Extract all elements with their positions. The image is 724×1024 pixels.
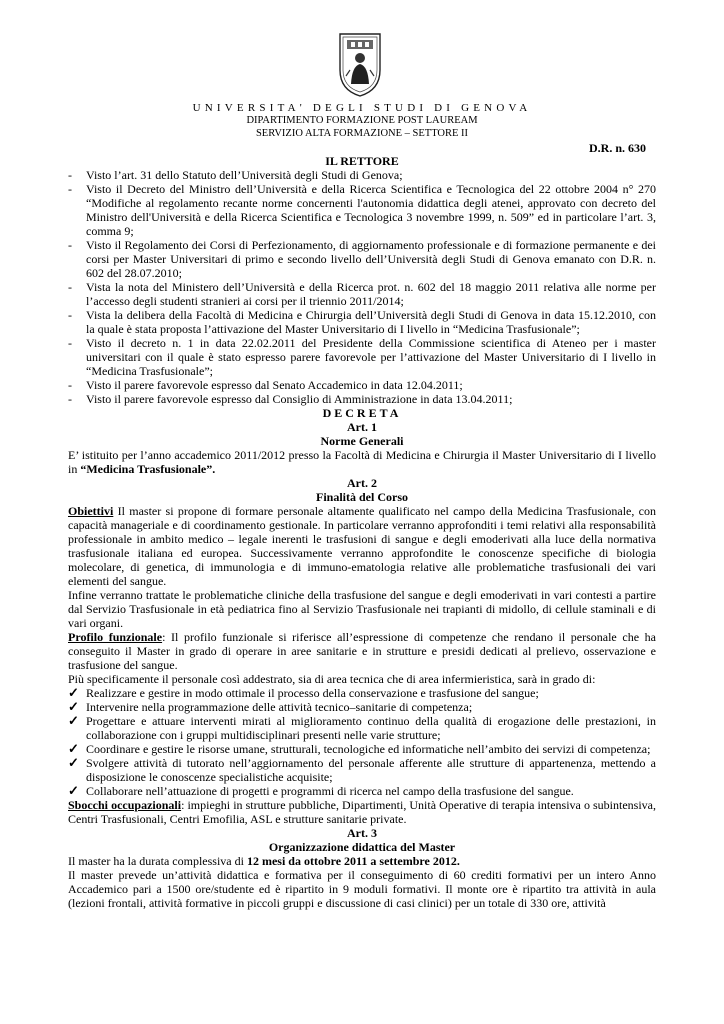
sbocchi-text: : impieghi in strutture pubbliche, Dipartimenti, Unità Operative di terapia intensiva o subintensiva, Centri Trasfusionali, Centri Emofilia, ASL e strutture sanitarie private.	[68, 798, 656, 826]
document-body	[68, 154, 656, 910]
art2-title: Finalità del Corso	[316, 490, 408, 504]
art1-master-name: “Medicina Trasfusionale”.	[80, 462, 216, 476]
visto-item: - Visto il parere favorevole espresso dal Senato Accademico in data 12.04.2011;	[68, 378, 656, 392]
competenza-item	[68, 714, 656, 742]
decreta-heading: DECRETA	[322, 406, 402, 420]
obiettivi-label: Obiettivi	[68, 504, 114, 518]
competenza-item	[68, 686, 656, 700]
art3-number: Art. 3	[347, 826, 377, 840]
art1-title: Norme Generali	[320, 434, 404, 448]
checkmark-icon: ✓	[68, 713, 79, 728]
visto-item: - Visto il Regolamento dei Corsi di Perfezionamento, di aggiornamento professionale e di formazione permanente e dei corsi per Master Universitari di primo e secondo livello dell’Università degli Studi di Genova emanato con D.R. n. 602 del 28.07.2010;	[68, 238, 656, 280]
competenza-item	[68, 784, 656, 798]
competenza-item	[68, 742, 656, 756]
competenze-list	[68, 686, 656, 798]
profilo-label: Profilo funzionale	[68, 630, 163, 644]
competenza-item	[68, 756, 656, 784]
visto-item: - Visto il decreto n. 1 in data 22.02.2011 del Presidente della Commissione scientifica di Ateneo per i master universitari con il quale è stato espresso parere favorevole per l’attivazione del Master Universitario di I livello in “Medicina Trasfusionale”;	[68, 336, 656, 378]
checkmark-icon: ✓	[68, 685, 79, 700]
profilo-text: : Il profilo funzionale si riferisce all’espressione di competenze che rendano il personale che ha conseguito il Master in grado di operare in aree sanitarie e in strutture e presidi dedicati al prelievo, osservazione e trasfusione del sangue.	[68, 630, 656, 672]
university-seal-icon	[334, 30, 386, 98]
department-name: DIPARTIMENTO FORMAZIONE POST LAUREAM	[246, 115, 478, 126]
rettore-heading: IL RETTORE	[325, 154, 399, 168]
art3-title: Organizzazione didattica del Master	[268, 840, 456, 854]
infine-paragraph: Infine verranno trattate le problematiche cliniche della trasfusione del sangue e degli emoderivati in vari contesti a partire dal Servizio Trasfusionale in età pediatrica fino al Servizio Trasfusionale nei trapianti di midollo, di cellule staminali e di vari organi.	[68, 588, 656, 630]
sbocchi-label: Sbocchi occupazionali	[68, 798, 182, 812]
profilo-paragraph	[68, 630, 656, 672]
durata-paragraph	[68, 854, 656, 868]
checkmark-icon: ✓	[68, 699, 79, 714]
competenza-text: Progettare e attuare interventi mirati al miglioramento continuo della qualità di erogazione delle prestazioni, in collaborazione con i gruppi multidisciplinari presenti nelle varie strutture;	[86, 714, 656, 742]
competenza-text: Coordinare e gestire le risorse umane, strutturali, tecnologiche ed informatiche nell’ambito dei servizi di competenza;	[86, 742, 651, 756]
checkmark-icon: ✓	[68, 755, 79, 770]
decree-number: D.R. n. 630	[588, 141, 646, 155]
competenza-text: Intervenire nella programmazione delle attività tecnico–sanitarie di competenza;	[86, 700, 473, 714]
art1-number: Art. 1	[347, 420, 377, 434]
visto-item: - Vista la nota del Ministero dell’Università e della Ricerca prot. n. 602 del 18 maggio 2011 relativa alle norme per l’accesso degli studenti stranieri ai corsi per il triennio 2011/2014;	[68, 280, 656, 308]
visto-item: - Visto il parere favorevole espresso dal Consiglio di Amministrazione in data 13.04.2011;	[68, 392, 656, 406]
art2-number: Art. 2	[347, 476, 377, 490]
service-name: SERVIZIO ALTA FORMAZIONE – SETTORE II	[255, 128, 469, 139]
visto-item: - Visto il Decreto del Ministro dell’Università e della Ricerca Scientifica e Tecnologica del 22 ottobre 2004 n° 270 “Modifiche al regolamento recante norme concernenti l'autonomia didattica degli atenei, approvato con decreto del Ministro dell'Università e della Ricerca Scientifica e Tecnologica 3 novembre 1999, n. 509” ed in particolare l’art. 3, comma 9;	[68, 182, 656, 238]
checkmark-icon: ✓	[68, 741, 79, 756]
art1-text: E’ istituito per l’anno accademico 2011/2012 presso la Facoltà di Medicina e Chirurgia il Master Universitario di I livello in	[68, 448, 656, 476]
competenza-text: Realizzare e gestire in modo ottimale il processo della conservazione e trasfusione del sangue;	[86, 686, 539, 700]
piu-paragraph: Più specificamente il personale così addestrato, sia di area tecnica che di area infermieristica, sarà in grado di:	[68, 672, 596, 686]
competenza-text: Svolgere attività di tutorato nell’aggiornamento del personale afferente alle strutture di appartenenza, mettendo a disposizione le conoscenze specialistiche acquisite;	[86, 756, 656, 784]
visto-item: - Visto l’art. 31 dello Statuto dell’Università degli Studi di Genova;	[68, 168, 656, 182]
competenza-item	[68, 700, 656, 714]
competenza-text: Collaborare nell’attuazione di progetti e programmi di ricerca nel campo della trasfusione del sangue.	[86, 784, 574, 798]
art1-paragraph	[68, 448, 656, 476]
visto-item: - Vista la delibera della Facoltà di Medicina e Chirurgia dell’Università degli Studi di Genova in data 15.12.2010, con la quale è stata proposta l’attivazione del Master Universitario di I livello in “Medicina Trasfusionale”;	[68, 308, 656, 336]
checkmark-icon: ✓	[68, 783, 79, 798]
obiettivi-text: Il master si propone di formare personale altamente qualificato nel campo della Medicina Trasfusionale, con capacità manageriale e di coordinamento gestionale. In particolare verranno approfonditi i temi relativi alla responsabilità professionale in ambito medico – legale inerenti le trasfusioni di sangue e degli emoderivati alla luce della normativa trasfusionale italiana ed europea. Successivamente verranno approfondite le conoscenze specifiche di biologia molecolare, di genetica, di immunologia e di immuno-ematologia relative alle problematiche trasfusionali dei vari elementi del sangue.	[68, 504, 656, 588]
durata-period: 12 mesi da ottobre 2011 a settembre 2012.	[246, 854, 460, 868]
art3-paragraph: Il master prevede un’attività didattica e formativa per il conseguimento di 60 crediti formativi per un intero Anno Accademico pari a 1500 ore/studente ed è ripartito in 9 moduli formativi. Il monte ore è ripartito tra attività in aula (lezioni frontali, attività formative in piccoli gruppi e discussione di casi clinici) per un totale di 330 ore, attività	[68, 868, 656, 910]
durata-text: Il master ha la durata complessiva di	[68, 854, 247, 868]
visti-list	[68, 168, 656, 406]
obiettivi-paragraph	[68, 504, 656, 588]
university-name: UNIVERSITA' DEGLI STUDI DI GENOVA	[192, 102, 532, 114]
sbocchi-paragraph	[68, 798, 656, 826]
